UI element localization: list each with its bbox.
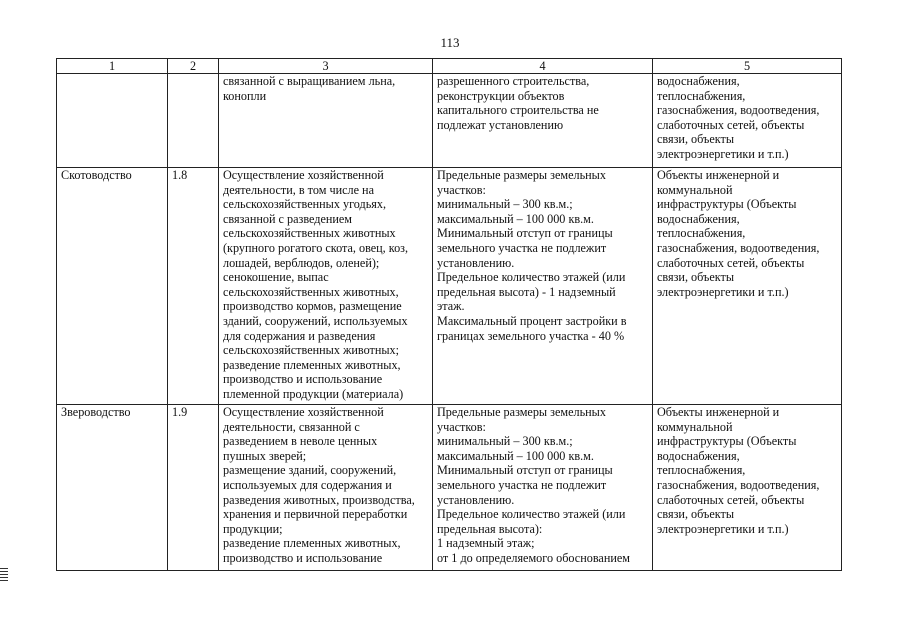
- text-line: зданий, сооружений, используемых: [223, 313, 408, 328]
- text-line: земельного участка не подлежит: [437, 240, 607, 255]
- text-line: используемых для содержания и: [223, 477, 392, 492]
- text-line: Предельное количество этажей (или: [437, 507, 626, 522]
- text-line: конопли: [223, 88, 267, 103]
- table-row: [57, 168, 842, 405]
- permitted-parameters-cell: [433, 168, 653, 405]
- text-line: связанной с разведением: [223, 211, 353, 226]
- text-line: этаж.: [437, 299, 465, 314]
- text-line: участков:: [437, 182, 486, 197]
- text-line: сенокошение, выпас: [223, 270, 329, 285]
- text-line: разведения животных, производства,: [223, 492, 415, 507]
- text-line: коммунальной: [657, 182, 733, 197]
- land-use-table: [56, 58, 842, 571]
- usage-name-cell: Скотоводство: [57, 168, 168, 405]
- table-row: [57, 74, 842, 168]
- infrastructure-objects-cell: [653, 405, 842, 571]
- text-line: капитального строительства не: [437, 103, 599, 118]
- text-line: связанной с выращиванием льна,: [223, 74, 396, 88]
- text-line: слаботочных сетей, объекты: [657, 117, 805, 132]
- text-line: реконструкции объектов: [437, 88, 565, 103]
- usage-code-cell: 1.9: [168, 405, 219, 571]
- text-line: теплоснабжения,: [657, 463, 746, 478]
- column-header-5: 5: [653, 59, 842, 74]
- text-line: разрешенного строительства,: [437, 74, 590, 88]
- text-line: установлению.: [437, 255, 515, 270]
- text-line: установлению.: [437, 492, 515, 507]
- text-line: максимальный – 100 000 кв.м.: [437, 211, 594, 226]
- text-line: производство и использование: [223, 372, 383, 387]
- text-line: инфраструктуры (Объекты: [657, 434, 797, 449]
- text-line: производство и использование: [223, 550, 383, 565]
- infrastructure-objects-cell: [653, 74, 842, 168]
- text-line: связи, объекты: [657, 507, 735, 522]
- text-line: Минимальный отступ от границы: [437, 226, 613, 241]
- text-line: разведение племенных животных,: [223, 357, 401, 372]
- text-line: максимальный – 100 000 кв.м.: [437, 448, 594, 463]
- margin-marks: [0, 568, 8, 583]
- text-line: водоснабжения,: [657, 448, 740, 463]
- permitted-parameters-cell: [433, 74, 653, 168]
- text-line: для содержания и разведения: [223, 328, 376, 343]
- text-line: от 1 до определяемого обоснованием: [437, 550, 630, 565]
- text-line: земельного участка не подлежит: [437, 477, 607, 492]
- text-line: разведением в неволе ценных: [223, 434, 378, 449]
- infrastructure-objects-cell: [653, 168, 842, 405]
- column-header-4: 4: [433, 59, 653, 74]
- text-line: Предельные размеры земельных: [437, 168, 606, 182]
- text-line: лошадей, верблюдов, оленей);: [223, 255, 380, 270]
- usage-description-cell: [219, 168, 433, 405]
- text-line: Осуществление хозяйственной: [223, 405, 384, 419]
- text-line: электроэнергетики и т.п.): [657, 284, 789, 299]
- text-line: 1 надземный этаж;: [437, 536, 535, 551]
- text-line: газоснабжения, водоотведения,: [657, 477, 820, 492]
- text-line: инфраструктуры (Объекты: [657, 197, 797, 212]
- text-line: границах земельного участка - 40 %: [437, 328, 625, 343]
- text-line: подлежат установлению: [437, 117, 564, 132]
- text-line: сельскохозяйственных угодьях,: [223, 197, 387, 212]
- text-line: Объекты инженерной и: [657, 405, 780, 419]
- usage-code-cell: 1.8: [168, 168, 219, 405]
- column-number-row: [57, 59, 842, 74]
- text-line: (крупного рогатого скота, овец, коз,: [223, 240, 409, 255]
- text-line: деятельности, связанной с: [223, 419, 360, 434]
- text-line: производство кормов, размещение: [223, 299, 402, 314]
- usage-name-cell: [57, 74, 168, 168]
- column-header-2: 2: [168, 59, 219, 74]
- column-header-1: 1: [57, 59, 168, 74]
- text-line: сельскохозяйственных животных;: [223, 343, 400, 358]
- page-number: 113: [440, 35, 460, 50]
- text-line: Объекты инженерной и: [657, 168, 780, 182]
- text-line: сельскохозяйственных животных,: [223, 284, 399, 299]
- text-line: продукции;: [223, 521, 283, 536]
- text-line: пушных зверей;: [223, 448, 307, 463]
- text-line: Минимальный отступ от границы: [437, 463, 613, 478]
- text-line: предельная высота) - 1 надземный: [437, 284, 616, 299]
- text-line: электроэнергетики и т.п.): [657, 146, 789, 161]
- text-line: деятельности, в том числе на: [223, 182, 374, 197]
- text-line: Предельные размеры земельных: [437, 405, 606, 419]
- text-line: племенной продукции (материала): [223, 386, 404, 401]
- text-line: Максимальный процент застройки в: [437, 313, 627, 328]
- text-line: электроэнергетики и т.п.): [657, 521, 789, 536]
- text-line: газоснабжения, водоотведения,: [657, 103, 820, 118]
- usage-name-cell: Звероводство: [57, 405, 168, 571]
- usage-description-cell: [219, 405, 433, 571]
- text-line: теплоснабжения,: [657, 226, 746, 241]
- text-line: теплоснабжения,: [657, 88, 746, 103]
- table-row: [57, 405, 842, 571]
- text-line: минимальный – 300 кв.м.;: [437, 434, 573, 449]
- text-line: участков:: [437, 419, 486, 434]
- text-line: водоснабжения,: [657, 211, 740, 226]
- text-line: сельскохозяйственных животных: [223, 226, 396, 241]
- usage-code-cell: [168, 74, 219, 168]
- text-line: Предельное количество этажей (или: [437, 270, 626, 285]
- usage-description-cell: [219, 74, 433, 168]
- text-line: Осуществление хозяйственной: [223, 168, 384, 182]
- column-header-3: 3: [219, 59, 433, 74]
- text-line: слаботочных сетей, объекты: [657, 492, 805, 507]
- text-line: связи, объекты: [657, 270, 735, 285]
- text-line: слаботочных сетей, объекты: [657, 255, 805, 270]
- text-line: связи, объекты: [657, 132, 735, 147]
- text-line: размещение зданий, сооружений,: [223, 463, 397, 478]
- text-line: предельная высота):: [437, 521, 543, 536]
- text-line: минимальный – 300 кв.м.;: [437, 197, 573, 212]
- text-line: коммунальной: [657, 419, 733, 434]
- text-line: водоснабжения,: [657, 74, 740, 88]
- text-line: разведение племенных животных,: [223, 536, 401, 551]
- permitted-parameters-cell: [433, 405, 653, 571]
- text-line: хранения и первичной переработки: [223, 507, 408, 522]
- text-line: газоснабжения, водоотведения,: [657, 240, 820, 255]
